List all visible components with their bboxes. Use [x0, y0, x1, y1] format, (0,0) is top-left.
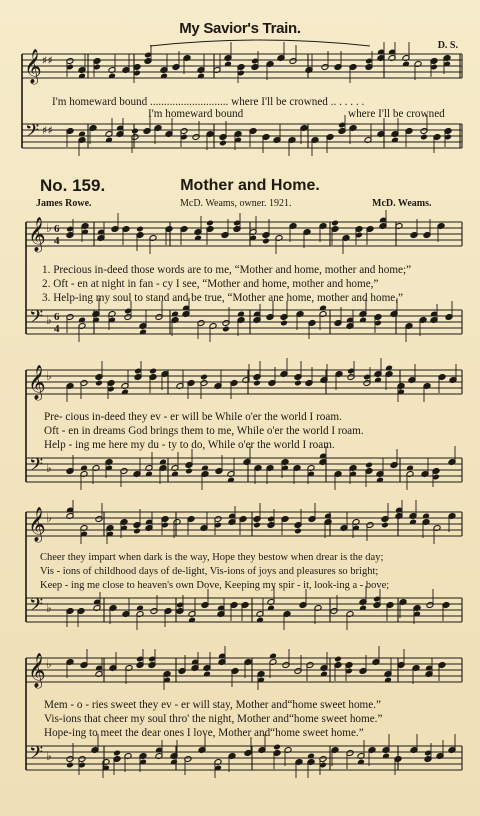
system-3-treble-chord-note: [253, 522, 261, 529]
ds-marker: D. S.: [437, 40, 458, 51]
system-4-bass-chord-note: [113, 750, 121, 757]
verse-2-line-c: Vis - ions of childhood days of de-light, Vis-ions of joys and pleasures so bright;: [40, 566, 379, 577]
system-2-treble-chord-note: [253, 380, 261, 387]
system-1-treble-chord-note: [136, 226, 144, 233]
hymn-number: No. 159.: [40, 176, 106, 195]
previous-treble-clef: 𝄞: [24, 49, 42, 84]
previous-sharps: ♯♯: [42, 124, 53, 137]
music-credit: McD. Weams.: [372, 198, 432, 209]
previous-hymn-title: My Savior's Train.: [179, 20, 301, 37]
system-2-treble-chord-note: [294, 380, 302, 387]
previous-bass-clef: 𝄢: [25, 121, 40, 146]
system-1-treble-chord-note: [262, 238, 270, 245]
verse-3-line-d: Hope-ing to meet the dear ones I love, Mother and“home sweet home.”: [44, 727, 364, 739]
verse-3-line-b: Help - ing me here my du - ty to do, While o'er the world I roam.: [44, 439, 335, 451]
system-1-bass-chord-note: [280, 320, 288, 327]
verse-2-line-a: 2. Oft - en at night in fan - cy I see, “Mother and home, mother and home,”: [42, 278, 379, 290]
verse-1-line-a: 1. Precious in-deed those words are to me, “Mother and home, mother and home;”: [42, 264, 412, 276]
system-2-flat: ♭: [46, 369, 52, 383]
verse-3-line-c: Keep - ing me close to heaven's own Dove, Keeping my spir - it, look-ing a - bove;: [40, 580, 390, 591]
previous-hymn-lyric-line-2b: where I'll be crowned: [348, 108, 445, 120]
time-signature-bottom: 4: [54, 235, 60, 247]
system-3-treble-clef: 𝄞: [28, 507, 46, 542]
time-signature-top: 6: [54, 311, 60, 323]
system-1-treble-chord-note: [331, 220, 339, 227]
system-4-flat: ♭: [46, 657, 52, 671]
system-1-bass-chord-note: [222, 326, 230, 333]
verse-1-line-d: Mem - o - ries sweet they ev - er will stay, Mother and“home sweet home.”: [44, 699, 381, 711]
time-signature-bottom: 4: [54, 323, 60, 335]
system-3-treble-chord-note: [381, 522, 389, 529]
previous-hymn-lyric-line-2a: I'm homeward bound: [148, 108, 244, 120]
previous-sharps: ♯♯: [42, 54, 53, 67]
hymn-title: Mother and Home.: [180, 177, 320, 194]
system-1-treble-clef: 𝄞: [28, 217, 46, 252]
system-3-flat: ♭: [46, 601, 52, 615]
system-3-bass-clef: 𝄢: [29, 595, 44, 620]
words-credit: James Rowe.: [36, 198, 92, 209]
system-3-treble-chord-note: [133, 528, 141, 535]
system-2-bass-chord-note: [185, 468, 193, 475]
system-2-bass-clef: 𝄢: [29, 455, 44, 480]
previous-hymn-lyric-line-1: I'm homeward bound ............................ where I'll be crowned .. . . . . .: [52, 96, 365, 108]
system-2-treble-chord-note: [200, 374, 208, 381]
time-signature-top: 6: [54, 223, 60, 235]
system-1-flat: ♭: [46, 221, 52, 235]
system-4-flat: ♭: [46, 749, 52, 763]
verse-1-line-c: Cheer they impart when dark is the way, Hope they bestow when drear is the day;: [40, 552, 384, 563]
verse-3-line-a: 3. Help-ing my soul to stand and be true, “Mother ane home, mother and home,”: [42, 292, 404, 304]
system-4-treble-chord-note: [334, 656, 342, 663]
system-2-treble-chord-note: [95, 380, 103, 387]
verse-1-line-b: Pre- cious in-deed they ev - er will be While o'er the world I roam.: [44, 411, 342, 423]
copyright-notice: McD. Weams, owner. 1921.: [180, 198, 292, 209]
system-1-treble-chord-note: [206, 220, 214, 227]
system-4-bass-chord-note: [66, 762, 74, 769]
system-3-treble-chord-note: [294, 528, 302, 535]
verse-2-line-b: Oft - en in dreams God brings them to me, While o'er the world I roam.: [44, 425, 364, 437]
system-1-flat: ♭: [46, 313, 52, 327]
system-2-treble-chord-note: [149, 368, 157, 375]
system-2-flat: ♭: [46, 461, 52, 475]
system-2-bass-chord-note: [365, 462, 373, 469]
system-4-bass-chord-note: [273, 744, 281, 751]
system-2-treble-clef: 𝄞: [28, 365, 46, 400]
system-3-flat: ♭: [46, 511, 52, 525]
system-4-treble-clef: 𝄞: [28, 653, 46, 688]
verse-2-line-d: Vis-ions that cheer my soul thro' the night, Mother and“home sweet home.”: [44, 713, 383, 725]
system-1-bass-clef: 𝄢: [29, 307, 44, 332]
system-4-bass-clef: 𝄢: [29, 743, 44, 768]
